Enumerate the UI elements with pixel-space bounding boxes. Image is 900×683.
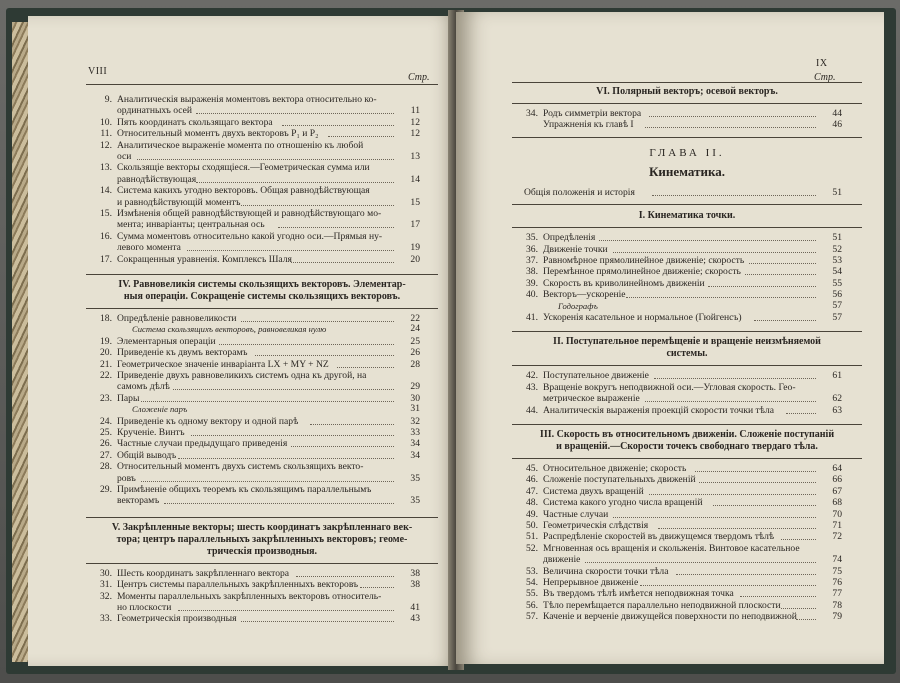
toc-entry-number: 42.: [526, 370, 538, 382]
toc-entry-text: Моменты параллельныхъ закрѣпленныхъ векторовъ относитель-: [117, 590, 382, 602]
toc-entry: [92, 313, 237, 324]
toc-entry: [518, 588, 734, 599]
leader-dots: [360, 587, 394, 588]
leader-dots: [278, 227, 394, 228]
section-heading-line: I. Кинематика точки.: [638, 210, 736, 222]
toc-entry: [92, 416, 298, 427]
leader-dots: [337, 367, 394, 368]
toc-entry: [518, 520, 648, 531]
leader-dots: [296, 576, 394, 577]
chapter-label: ГЛАВА II.: [649, 146, 725, 159]
toc-page-number: 43: [410, 613, 420, 625]
toc-entry-number: 10.: [100, 116, 112, 128]
toc-entry-text: Поступательное движеніе: [543, 370, 649, 382]
section-heading: [86, 279, 438, 303]
toc-entry: [92, 117, 273, 128]
toc-page-number: 26: [410, 347, 420, 359]
chapter-title: Кинематика.: [648, 163, 726, 179]
toc-entry-number: 40.: [526, 289, 538, 301]
toc-entry: [92, 427, 185, 438]
toc-entry-text: оси: [117, 151, 132, 162]
toc-entry-text: и равнодѣйствующій моментъ: [117, 196, 241, 208]
right-page: [456, 12, 884, 664]
toc-entry-number: 32.: [100, 590, 112, 602]
toc-page-number: 72: [832, 531, 842, 543]
section-heading: [512, 429, 862, 453]
leader-dots: [658, 528, 816, 529]
toc-entry: [518, 531, 774, 542]
section-rule: [512, 103, 862, 104]
toc-page-number: 51: [832, 186, 842, 198]
toc-entry-number: 50.: [526, 520, 538, 531]
toc-entry: [92, 336, 216, 347]
toc-entry-text: Геометрическія производныя: [117, 613, 237, 625]
section-rule: [86, 517, 438, 518]
leader-dots: [282, 125, 394, 126]
toc-entry: [518, 232, 595, 243]
toc-entry-number: 13.: [100, 162, 112, 174]
page-number: IX: [816, 58, 828, 69]
toc-entry: [518, 577, 638, 588]
toc-entry-text: ровъ: [117, 472, 136, 484]
header-rule: [512, 82, 862, 83]
leader-dots: [786, 413, 816, 414]
toc-page-number: 53: [832, 255, 842, 266]
leader-dots: [241, 621, 394, 622]
left-page: [28, 16, 460, 666]
toc-page-number: 55: [832, 277, 842, 289]
leader-dots: [695, 471, 816, 472]
leader-dots: [187, 250, 394, 251]
toc-page-number: 41: [410, 602, 420, 613]
leader-dots: [649, 116, 816, 117]
toc-entry-number: 30.: [100, 567, 112, 579]
toc-entry: [518, 255, 744, 266]
leader-dots: [754, 320, 816, 321]
toc-entry-text: Система какихъ угодно векторовъ. Общая равнодѣйствующая: [117, 185, 370, 197]
toc-entry-text: Величина скорости точки тѣла: [543, 565, 669, 577]
toc-entry-text: самомъ дѣлѣ: [117, 381, 170, 393]
toc-entry: [518, 497, 703, 508]
toc-page-number: 62: [832, 393, 842, 405]
toc-page-number: 12: [410, 128, 420, 140]
toc-entry: [92, 254, 292, 265]
toc-entry-number: 19.: [100, 335, 112, 347]
toc-entry: [518, 463, 686, 474]
toc-page-number: 70: [832, 508, 842, 520]
toc-entry-text: Геометрическое значеніе инваріанта LX + MY + NZ: [117, 358, 329, 370]
section-rule: [512, 365, 862, 366]
toc-entry: [518, 266, 741, 277]
toc-entry-number: 52.: [526, 542, 538, 554]
toc-entry-number: 55.: [526, 588, 538, 600]
leader-dots: [613, 252, 816, 253]
toc-entry-text: Вращеніе вокругъ неподвижной оси.—Угловая скорость. Гео-: [543, 381, 796, 393]
toc-entry-text: Геометрическія слѣдствія: [543, 520, 649, 531]
toc-entry-number: 22.: [100, 370, 112, 381]
leader-dots: [255, 355, 394, 356]
toc-entry-text: мента; инваріанты; центральная ось: [117, 219, 265, 231]
leader-dots: [173, 389, 394, 390]
leader-dots: [310, 424, 394, 425]
section-heading-line: системы.: [666, 348, 708, 360]
toc-entry-text: Относительное движеніе; скорость: [543, 463, 687, 474]
toc-entry: [518, 119, 634, 130]
toc-entry-text: векторамъ: [117, 495, 160, 507]
toc-page-number: 35: [410, 472, 420, 484]
toc-page-number: 33: [410, 427, 420, 438]
toc-page-number: 52: [832, 243, 842, 255]
toc-page-number: 14: [410, 173, 420, 185]
section-heading: [512, 86, 862, 98]
toc-entry-text: Пять координатъ скользящаго вектора: [117, 116, 273, 128]
toc-entry: [518, 278, 705, 289]
toc-entry-text: но плоскости: [117, 602, 172, 613]
toc-entry-text: Движеніе точки: [543, 243, 608, 255]
leader-dots: [649, 494, 816, 495]
section-heading-line: IV. Равновеликія системы скользящихъ векторовъ. Элементар-: [118, 279, 406, 290]
toc-entry-text: Частные случаи предыдущаго приведенія: [117, 438, 288, 450]
toc-page-number: 35: [410, 495, 420, 507]
toc-entry-text: Приведеніе къ одному вектору и одной парѣ: [117, 415, 299, 427]
section-heading-line: V. Закрѣпленные векторы; шесть координатъ закрѣпленнаго век-: [111, 521, 413, 533]
leader-dots: [219, 344, 394, 345]
leader-dots: [645, 401, 816, 402]
toc-page-number: 71: [832, 520, 842, 531]
section-heading: [512, 210, 862, 222]
leader-dots: [328, 136, 394, 137]
toc-entry-number: 47.: [526, 485, 538, 497]
toc-entry-number: 44.: [526, 404, 538, 416]
toc-entry-number: 41.: [526, 312, 538, 323]
toc-page-number: 34: [410, 438, 420, 450]
toc-entry-number: 51.: [526, 531, 538, 543]
toc-entry-text: Центръ системы параллельныхъ закрѣпленныхъ векторовъ: [117, 579, 359, 591]
leader-dots: [699, 482, 816, 483]
toc-entry-number: 12.: [100, 139, 112, 151]
page-number: VIII: [88, 66, 108, 77]
toc-entry-number: 29.: [100, 484, 112, 495]
toc-page-number: 20: [410, 253, 420, 265]
toc-entry-text: Относительный моментъ двухъ системъ скользящихъ векто-: [117, 461, 364, 473]
toc-entry: [518, 312, 742, 323]
toc-entry-number: 25.: [100, 427, 112, 438]
toc-page-number: 34: [410, 449, 420, 461]
toc-page-number: 12: [410, 116, 420, 128]
leader-dots: [640, 585, 816, 586]
leader-dots: [137, 159, 394, 160]
toc-entry-text: Скорость въ криволинейномъ движеніи: [543, 277, 705, 289]
leader-dots: [241, 321, 394, 322]
toc-entry-text: Каченіе и верченіе движущейся поверхности по неподвижной: [543, 611, 797, 623]
leader-dots: [196, 182, 394, 183]
toc-page-number: 17: [410, 219, 420, 231]
leader-dots: [645, 127, 816, 128]
toc-entry-text: движеніе: [543, 554, 581, 566]
toc-page-number: 15: [410, 196, 420, 208]
toc-entry-text: Родъ симметріи вектора: [543, 108, 642, 119]
toc-entry-number: 18.: [100, 313, 112, 324]
toc-page-number: 63: [832, 404, 842, 416]
toc-entry-number: 38.: [526, 266, 538, 278]
toc-entry-number: 27.: [100, 449, 112, 461]
section-rule: [86, 563, 438, 564]
leader-dots: [141, 401, 394, 402]
toc-entry-number: 53.: [526, 565, 538, 577]
toc-subentry: Годографъ: [558, 300, 598, 311]
toc-page-number: 25: [410, 335, 420, 347]
toc-entry-text: Сокращенныя уравненія. Комплексъ Шаля: [117, 253, 292, 265]
toc-subentry: Сложеніе паръ: [132, 404, 188, 415]
leader-dots: [626, 297, 816, 298]
leader-dots: [178, 610, 394, 611]
toc-entry-text: метрическое выраженіе: [543, 393, 640, 405]
section-heading: [86, 522, 438, 558]
toc-entry-text: ординатныхъ осей: [117, 105, 192, 117]
toc-entry-text: Аналитическое выраженіе момента по отношенію къ любой: [117, 139, 364, 151]
section-heading-line: II. Поступательное перемѣщеніе и вращеніе неизмѣняемой: [553, 336, 821, 348]
section-heading-line: III. Скорость въ относительномъ движеніи. Сложеніе поступаній: [539, 429, 835, 440]
toc-entry-number: 57.: [526, 611, 538, 623]
toc-entry-number: 24.: [100, 415, 112, 427]
toc-entry: [92, 568, 289, 579]
toc-entry-number: 16.: [100, 230, 112, 242]
toc-entry: [518, 600, 781, 611]
toc-entry-number: 39.: [526, 277, 538, 289]
toc-entry-text: равнодѣйствующая: [117, 173, 197, 185]
leader-dots: [613, 517, 816, 518]
toc-entry: [92, 393, 139, 404]
toc-entry-text: Перемѣнное прямолинейное движеніе; скорость: [543, 266, 741, 278]
toc-entry-text: Аналитическія выраженія проекцій скорости точки тѣла: [543, 404, 774, 416]
leader-dots: [178, 458, 394, 459]
toc-entry-number: 26.: [100, 438, 112, 450]
toc-entry: [518, 289, 626, 300]
toc-page-number: 31: [410, 403, 420, 415]
leader-dots: [781, 608, 816, 609]
section-rule: [512, 227, 862, 228]
toc-entry-text: левого момента: [117, 242, 181, 254]
toc-entry-number: 34.: [526, 108, 538, 119]
toc-entry-text: Тѣло перемѣщается параллельно неподвижной плоскости: [543, 599, 781, 611]
toc-entry-text: Векторъ—ускореніе: [543, 289, 626, 301]
toc-entry-text: Система двухъ вращеній: [543, 485, 644, 497]
toc-entry-text: Приведеніе къ двумъ векторамъ: [117, 347, 248, 359]
toc-page-number: 11: [410, 105, 420, 117]
toc-page-number: 79: [832, 611, 842, 623]
toc-entry-number: 37.: [526, 255, 538, 266]
toc-page-number: 57: [832, 312, 842, 323]
section-rule: [512, 458, 862, 459]
toc-entry-number: 17.: [100, 253, 112, 265]
toc-entry: [92, 359, 329, 370]
toc-entry-text: Упражненія къ главѣ I: [543, 119, 634, 131]
toc-entry-text: Элементарныя операціи: [117, 335, 216, 347]
toc-entry-text: Общій выводъ: [117, 449, 177, 461]
toc-entry: [92, 579, 358, 590]
toc-page-number: 46: [832, 119, 842, 131]
toc-entry-text: Шесть координатъ закрѣпленнаго вектора: [117, 567, 290, 579]
toc-page-number: 78: [832, 599, 842, 611]
toc-entry-number: 9.: [104, 94, 112, 105]
toc-page-number: 44: [832, 108, 842, 119]
toc-page-number: 32: [410, 415, 420, 427]
toc-entry-number: 14.: [100, 185, 112, 197]
toc-entry-text: Общія положенія и исторія: [524, 186, 635, 198]
toc-entry-text: Частные случаи: [543, 508, 609, 520]
toc-page-number: 38: [410, 567, 420, 579]
leader-dots: [164, 503, 394, 504]
toc-entry: [518, 370, 649, 381]
leader-dots: [191, 435, 394, 436]
toc-page-number: 56: [832, 289, 842, 301]
toc-entry-text: Въ твердомъ тѣлѣ имѣется неподвижная точка: [543, 588, 734, 600]
toc-entry-text: Ускоренія касательное и нормальное (Гюйгенсъ): [543, 312, 742, 323]
toc-entry-number: 15.: [100, 208, 112, 219]
page-column-label: Стр.: [408, 72, 430, 83]
toc-entry: [518, 486, 644, 497]
section-heading: [512, 336, 862, 360]
toc-page-number: 66: [832, 474, 842, 486]
section-rule: [512, 204, 862, 205]
toc-page-number: 28: [410, 358, 420, 370]
toc-page-number: 54: [832, 266, 842, 278]
toc-entry-text: Приведеніе двухъ равновеликихъ системъ одна къ другой, на: [117, 370, 367, 381]
toc-entry-text: Пары: [117, 392, 140, 404]
leader-dots: [141, 481, 394, 482]
section-heading-line: трическія производныя.: [206, 545, 318, 557]
toc-entry-text: Сложеніе поступательныхъ движеній: [543, 474, 696, 486]
leader-dots: [654, 378, 816, 379]
toc-entry: [92, 450, 176, 461]
toc-entry: [92, 347, 247, 358]
toc-entry-text: Распредѣленіе скоростей въ движущемся твердомъ тѣлѣ: [543, 531, 775, 543]
toc-entry: [518, 509, 608, 520]
toc-entry: [92, 438, 287, 449]
toc-entry: [92, 613, 237, 624]
toc-page-number: 29: [410, 381, 420, 393]
toc-entry-text: Скользящіе векторы сходящіеся.—Геометрическая сумма или: [117, 162, 370, 174]
leader-dots: [781, 539, 816, 540]
toc-page-number: 64: [832, 463, 842, 474]
toc-entry-text: Измѣненія общей равнодѣйствующей и равнодѣйствующаго мо-: [117, 208, 382, 219]
toc-entry-number: 56.: [526, 599, 538, 611]
toc-page-number: 13: [410, 151, 420, 162]
toc-entry-text: Опредѣленія: [543, 232, 596, 244]
leader-dots: [749, 263, 816, 264]
toc-page-number: 38: [410, 579, 420, 591]
toc-entry-number: 43.: [526, 381, 538, 393]
toc-entry-text: Примѣненіе общихъ теоремъ къ скользящимъ параллельнымъ: [117, 484, 372, 495]
toc-entry-number: 45.: [526, 463, 538, 474]
toc-entry-number: 54.: [526, 577, 538, 588]
toc-page-number: 77: [832, 588, 842, 600]
toc-entry-number: 35.: [526, 232, 538, 244]
toc-entry: [518, 244, 608, 255]
header-rule: [86, 84, 438, 85]
section-rule: [512, 137, 862, 138]
toc-entry-number: 21.: [100, 358, 112, 370]
toc-entry-number: 11.: [100, 128, 112, 140]
toc-entry-text: Аналитическія выраженія моментовъ вектора относительно ко-: [117, 94, 377, 105]
toc-entry-number: 46.: [526, 474, 538, 486]
toc-entry-text: Система какого угодно числа вращеній: [543, 497, 703, 509]
leader-dots: [196, 113, 394, 114]
toc-page-number: 24: [410, 323, 420, 335]
toc-page-number: 57: [832, 299, 842, 311]
leader-dots: [599, 240, 816, 241]
toc-entry-text: Равномѣрное прямолинейное движеніе; скорость: [543, 255, 745, 266]
section-heading-line: ныя операціи. Сокращеніе системы скользящихъ векторовъ.: [123, 291, 401, 302]
leader-dots: [585, 562, 816, 563]
toc-entry-number: 36.: [526, 243, 538, 255]
toc-page-number: 22: [410, 313, 420, 324]
toc-entry-text: Мгновенная ось вращенія и скольженія. Винтовое касательное: [543, 542, 800, 554]
toc-entry-text: Опредѣленіе равновеликости: [117, 313, 237, 324]
toc-entry-number: 20.: [100, 347, 112, 359]
toc-entry: [518, 474, 696, 485]
leader-dots: [291, 262, 394, 263]
toc-page-number: 51: [832, 232, 842, 244]
toc-entry: [518, 566, 668, 577]
toc-page-number: 61: [832, 370, 842, 382]
leader-dots: [708, 286, 816, 287]
leader-dots: [796, 619, 816, 620]
toc-entry-text: Крученіе. Винтъ: [117, 427, 185, 438]
toc-subentry: Система скользящихъ векторовъ, равновеликая нулю: [132, 324, 327, 335]
toc-entry-text: Относительный моментъ двухъ векторовъ P₁ и P₂: [117, 128, 319, 140]
toc-entry-number: 48.: [526, 497, 538, 509]
leader-dots: [745, 274, 816, 275]
toc-entry-number: 28.: [100, 461, 112, 473]
leader-dots: [740, 596, 816, 597]
toc-page-number: 74: [832, 554, 842, 566]
toc-entry-number: 31.: [100, 579, 112, 591]
toc-entry-text: Сумма моментовъ относительно какой угодно оси.—Прямыя ну-: [117, 230, 383, 242]
section-heading-line: и вращеній.—Скорости точекъ свободнаго твердаго тѣла.: [556, 441, 818, 452]
leader-dots: [676, 574, 816, 575]
toc-entry-number: 49.: [526, 508, 538, 520]
toc-page-number: 19: [410, 242, 420, 254]
leader-dots: [652, 195, 816, 196]
toc-entry-number: 23.: [100, 392, 112, 404]
toc-page-number: 76: [832, 577, 842, 588]
section-rule: [512, 424, 862, 425]
leader-dots: [291, 446, 394, 447]
leader-dots: [241, 205, 394, 206]
toc-page-number: 30: [410, 392, 420, 404]
toc-page-number: 75: [832, 565, 842, 577]
section-rule: [86, 274, 438, 275]
toc-entry: [518, 611, 797, 622]
section-heading-line: VI. Полярный векторъ; осевой векторъ.: [596, 86, 778, 97]
toc-page-number: 68: [832, 497, 842, 509]
toc-page-number: 67: [832, 485, 842, 497]
toc-entry: [518, 405, 774, 416]
toc-entry-text: Непрерывное движеніе: [543, 577, 639, 588]
toc-entry: [518, 108, 641, 119]
leader-dots: [713, 505, 816, 506]
toc-entry: [92, 128, 318, 139]
section-rule: [512, 331, 862, 332]
toc-entry-number: 33.: [100, 613, 112, 625]
section-heading-line: тора; центръ параллельныхъ закрѣпленныхъ векторовъ; геоме-: [116, 533, 408, 545]
section-rule: [86, 308, 438, 309]
page-column-label: Стр.: [814, 72, 836, 83]
